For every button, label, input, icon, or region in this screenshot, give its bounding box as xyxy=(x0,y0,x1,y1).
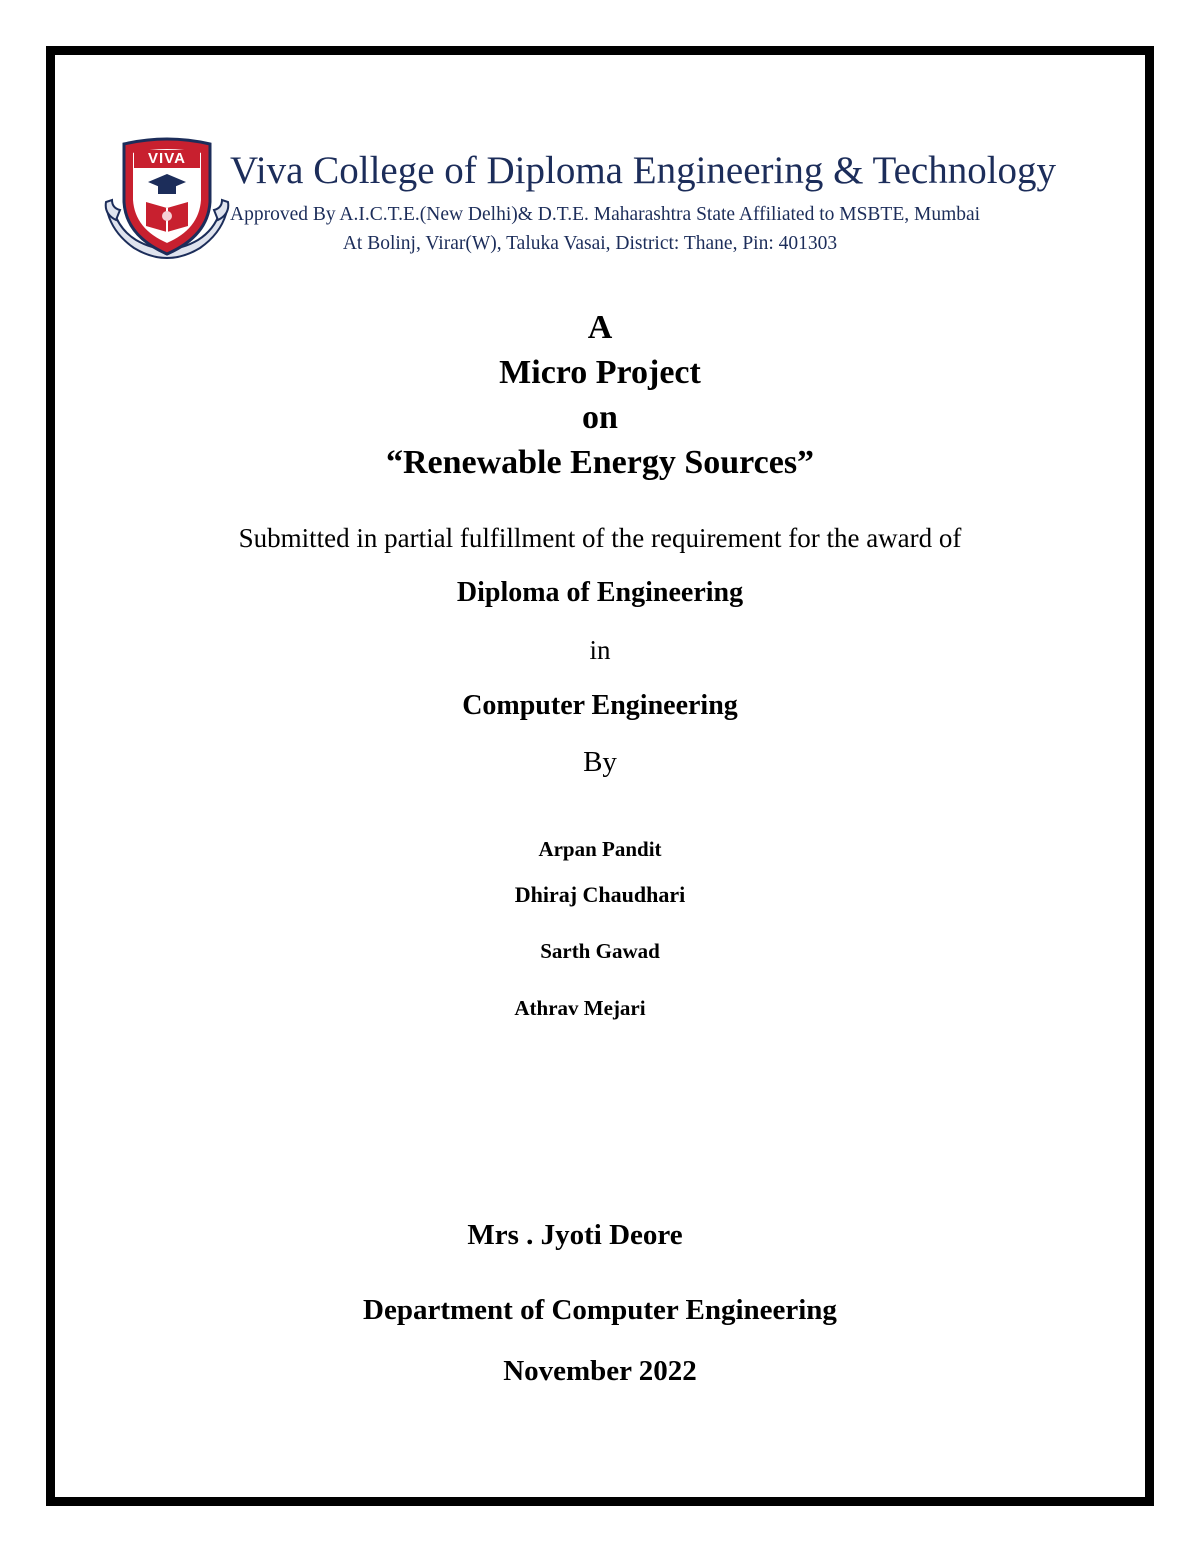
college-header xyxy=(104,136,1094,276)
degree-connector: in xyxy=(589,635,611,665)
student-name: Arpan Pandit xyxy=(538,837,662,861)
logo-text: VIVA xyxy=(148,150,186,167)
student-name: Sarth Gawad xyxy=(540,939,660,963)
address-line: At Bolinj, Virar(W), Taluka Vasai, District: Thane, Pin: 401303 xyxy=(342,233,838,254)
college-name: Viva College of Diploma Engineering & Technology xyxy=(230,149,1057,192)
project-type: Micro Project xyxy=(499,354,701,391)
title-article: A xyxy=(587,309,613,346)
submission-statement: Submitted in partial fulfillment of the requirement for the award of xyxy=(238,523,962,553)
degree-name: Diploma of Engineering xyxy=(456,577,744,608)
title-preposition: on xyxy=(582,399,618,436)
department-name: Department of Computer Engineering xyxy=(363,1294,837,1326)
branch-name: Computer Engineering xyxy=(462,690,738,721)
submission-date: November 2022 xyxy=(503,1355,697,1387)
guide-name: Mrs . Jyoti Deore xyxy=(467,1219,683,1251)
project-topic: “Renewable Energy Sources” xyxy=(385,444,815,481)
by-label: By xyxy=(583,746,617,778)
approval-line: Approved By A.I.C.T.E.(New Delhi)& D.T.E. Maharashtra State Affiliated to MSBTE, Mumbai xyxy=(230,204,981,225)
student-name: Athrav Mejari xyxy=(514,996,646,1020)
student-name: Dhiraj Chaudhari xyxy=(514,882,686,907)
